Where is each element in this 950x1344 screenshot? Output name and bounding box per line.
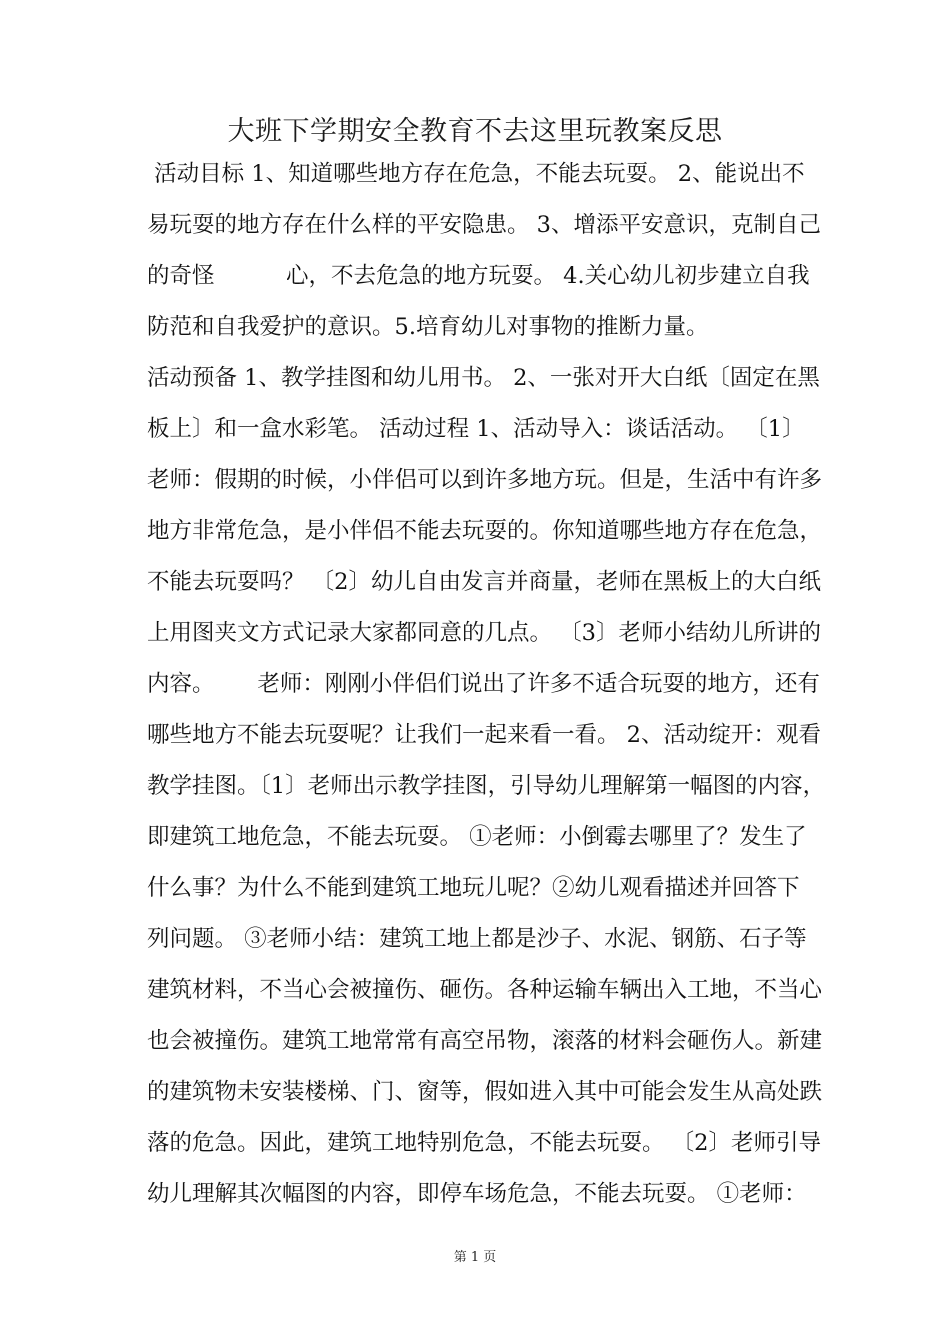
body-line: 即建筑工地危急，不能去玩耍。 ①老师：小倒霉去哪里了？发生了 xyxy=(147,824,807,850)
body-line: 的奇怪 心，不去危急的地方玩耍。 4.关心幼儿初步建立自我 xyxy=(147,263,810,289)
document-title: 大班下学期安全教育不去这里玩教案反思 xyxy=(227,116,723,147)
body-line: 的建筑物未安装楼梯、门、窗等，假如进入其中可能会发生从高处跌 xyxy=(147,1079,823,1105)
body-line: 地方非常危急，是小伴侣不能去玩耍的。你知道哪些地方存在危急， xyxy=(147,518,823,544)
body-line: 哪些地方不能去玩耍呢？让我们一起来看一看。 2、活动绽开：观看 xyxy=(147,722,821,748)
page-number: 第 1 页 xyxy=(453,1250,497,1265)
body-line: 列问题。 ③老师小结：建筑工地上都是沙子、水泥、钢筋、石子等 xyxy=(147,926,807,952)
body-line: 活动预备 1、教学挂图和幼儿用书。 2、一张对开大白纸〔固定在黑 xyxy=(147,365,820,391)
body-line: 幼儿理解其次幅图的内容，即停车场危急，不能去玩耍。 ①老师： xyxy=(147,1181,807,1207)
body-line: 板上〕和一盒水彩笔。 活动过程 1、活动导入：谈话活动。 〔1〕 xyxy=(147,416,805,442)
body-line: 老师：假期的时候，小伴侣可以到许多地方玩。但是，生活中有许多 xyxy=(147,467,823,493)
body-line: 易玩耍的地方存在什么样的平安隐患。 3、增添平安意识，克制自己 xyxy=(147,212,821,238)
body-line: 建筑材料，不当心会被撞伤、砸伤。各种运输车辆出入工地，不当心 xyxy=(147,977,823,1003)
body-line: 上用图夹文方式记录大家都同意的几点。 〔3〕老师小结幼儿所讲的 xyxy=(147,620,821,646)
body-line: 教学挂图。〔1〕老师出示教学挂图，引导幼儿理解第一幅图的内容， xyxy=(147,773,826,799)
body-line: 也会被撞伤。建筑工地常常有高空吊物，滚落的材料会砸伤人。新建 xyxy=(147,1028,823,1054)
body-line: 落的危急。因此，建筑工地特别危急，不能去玩耍。 〔2〕老师引导 xyxy=(147,1130,821,1156)
body-line: 活动目标 1、知道哪些地方存在危急，不能去玩耍。 2、能说出不 xyxy=(147,161,805,187)
body-line: 什么事？为什么不能到建筑工地玩儿呢？②幼儿观看描述并回答下 xyxy=(147,875,800,901)
body-line: 防范和自我爱护的意识。5.培育幼儿对事物的推断力量。 xyxy=(147,314,709,340)
body-line: 不能去玩耍吗？ 〔2〕幼儿自由发言并商量，老师在黑板上的大白纸 xyxy=(147,569,821,595)
body-line: 内容。 老师：刚刚小伴侣们说出了许多不适合玩耍的地方，还有 xyxy=(147,671,820,697)
